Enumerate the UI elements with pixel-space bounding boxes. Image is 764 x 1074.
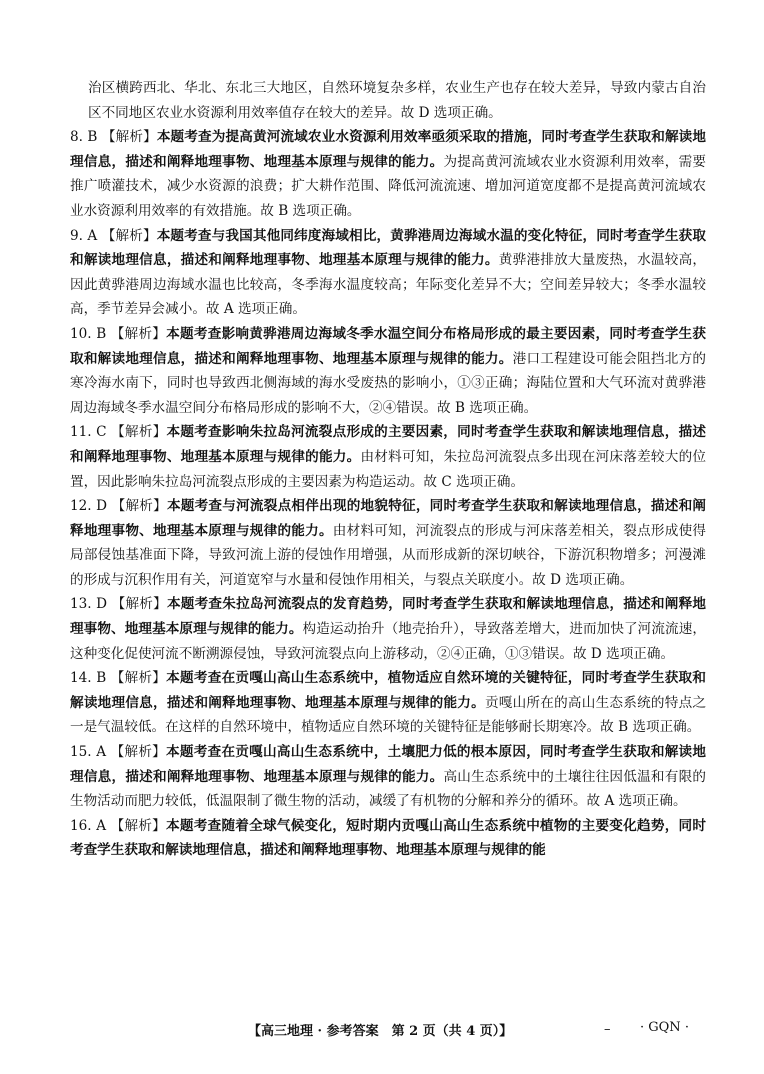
- answer-item: [70, 224, 706, 322]
- analysis-tag: 【解析】: [111, 424, 167, 441]
- answer-item: [70, 322, 706, 420]
- footer-dash: –: [604, 1022, 611, 1037]
- explanation-text: 构造运动抬升（地壳抬升），导致落差增大，进而加快了河流流速，这种变化促使河流不断溯源侵蚀，导致河流裂点向上游移动，②④正确，①③错误。故 D 选项正确。: [70, 621, 706, 662]
- analysis-tag: 【解析】: [101, 129, 157, 146]
- analysis-tag: 【解析】: [110, 744, 167, 761]
- footer-code: · GQN ·: [640, 1020, 689, 1035]
- question-focus: 本题考查在贡嘎山高山生态系统中，土壤肥力低的根本原因，同时考查学生获取和解读地理信息，描述和阐释地理事物、地理基本原理与规律的能力。: [70, 744, 707, 785]
- question-focus: 本题考查与我国其他同纬度海域相比，黄骅港周边海域水温的变化特征，同时考查学生获取和解读地理信息，描述和阐释地理事物、地理基本原理与规律的能力。: [70, 227, 707, 269]
- answer-label: 10. B: [70, 325, 107, 342]
- explanation-text: 由材料可知，朱拉岛河流裂点多出现在河床落差较大的位置，因此影响朱拉岛河流裂点形成的主要因素为构造运动。故 C 选项正确。: [70, 448, 707, 490]
- explanation-text: 高山生态系统中的土壤往往因低温和有限的生物活动而肥力较低，低温限制了微生物的活动，减缓了有机物的分解和养分的循环。故 A 选项正确。: [70, 768, 707, 810]
- question-focus: 本题考查在贡嘎山高山生态系统中，植物适应自然环境的关键特征，同时考查学生获取和解读地理信息，描述和阐释地理事物、地理基本原理与规律的能力。: [70, 670, 707, 711]
- answer-item: [70, 494, 706, 592]
- analysis-tag: 【解析】: [111, 596, 167, 613]
- answer-label: 15. A: [70, 744, 107, 761]
- answer-item: [70, 814, 706, 863]
- answer-page-body: [70, 76, 706, 863]
- answer-list: [70, 125, 706, 863]
- footer-page-label: 【高三地理 · 参考答案 第 2 页（共 4 页）】: [248, 1024, 513, 1039]
- question-focus: 本题考查随着全球气候变化，短时期内贡嘎山高山生态系统中植物的主要变化趋势，同时考查学生获取和解读地理信息，描述和阐释地理事物、地理基本原理与规律的能: [70, 817, 707, 859]
- question-focus: 本题考查与河流裂点相伴出现的地貌特征，同时考查学生获取和解读地理信息，描述和阐释地理事物、地理基本原理与规律的能力。: [70, 498, 706, 539]
- answer-label: 8. B: [70, 129, 98, 146]
- answer-item: [70, 125, 706, 223]
- analysis-tag: 【解析】: [110, 817, 167, 834]
- explanation-text: 港口工程建设可能会阻挡北方的寒冷海水南下，同时也导致西北侧海域的海水受废热的影响小，①③正确；海陆位置和大气环流对黄骅港周边海域冬季水温空间分布格局形成的影响不大，②④错误。故 B 选项正确。: [70, 350, 707, 416]
- answer-item: [70, 592, 706, 666]
- analysis-tag: 【解析】: [111, 498, 167, 515]
- answer-label: 13. D: [70, 596, 108, 613]
- question-focus: 本题考查为提高黄河流域农业水资源利用效率亟须采取的措施，同时考查学生获取和解读地理信息，描述和阐释地理事物、地理基本原理与规律的能力。: [70, 129, 707, 170]
- question-focus: 本题考查影响黄骅港周边海域冬季水温空间分布格局形成的最主要因素，同时考查学生获取和解读地理信息，描述和阐释地理事物、地理基本原理与规律的能力。: [70, 325, 707, 367]
- analysis-tag: 【解析】: [101, 227, 157, 244]
- analysis-tag: 【解析】: [110, 325, 167, 342]
- answer-label: 16. A: [70, 817, 107, 834]
- answer-label: 9. A: [70, 227, 98, 244]
- answer-item: [70, 666, 706, 740]
- answer-item: [70, 420, 706, 494]
- answer-label: 11. C: [70, 424, 107, 441]
- answer-item: [70, 740, 706, 814]
- explanation-text: 黄骅港排放大量废热，水温较高，因此黄骅港周边海域水温也比较高，冬季海水温度较高；年际变化差异不大；空间差异较大；冬季水温较高，季节差异会减小。故 A 选项正确。: [70, 252, 707, 318]
- explanation-text: 为提高黄河流域农业水资源利用效率，需要推广喷灌技术，减少水资源的浪费；扩大耕作范围、降低河流流速、增加河道宽度都不是提高黄河流域农业水资源利用效率的有效措施。故 B 选项正确。: [70, 153, 707, 219]
- answer-label: 12. D: [70, 498, 108, 515]
- explanation-text: 贡嘎山所在的高山生态系统的特点之一是气温较低。在这样的自然环境中，植物适应自然环境的关键特征是能够耐长期寒冷。故 B 选项正确。: [70, 694, 706, 736]
- answer-label: 14. B: [70, 670, 107, 687]
- explanation-text: 由材料可知，河流裂点的形成与河床落差相关，裂点形成使得局部侵蚀基准面下降，导致河流上游的侵蚀作用增强，从而形成新的深切峡谷，下游沉积物增多；河漫滩的形成与沉积作用有关，河道宽窄与水量和侵蚀作用相关，与裂点关联度小。故 D 选项正确。: [70, 522, 707, 588]
- question-focus: 本题考查朱拉岛河流裂点的发育趋势，同时考查学生获取和解读地理信息，描述和阐释地理事物、地理基本原理与规律的能力。: [70, 596, 706, 638]
- intro-paragraph: 治区横跨西北、华北、东北三大地区，自然环境复杂多样，农业生产也存在较大差异，导致内蒙古自治区不同地区农业水资源利用效率值存在较大的差异。故 D 选项正确。: [88, 80, 706, 121]
- analysis-tag: 【解析】: [110, 670, 167, 687]
- question-focus: 本题考查影响朱拉岛河流裂点形成的主要因素，同时考查学生获取和解读地理信息，描述和阐释地理事物、地理基本原理与规律的能力。: [70, 424, 707, 465]
